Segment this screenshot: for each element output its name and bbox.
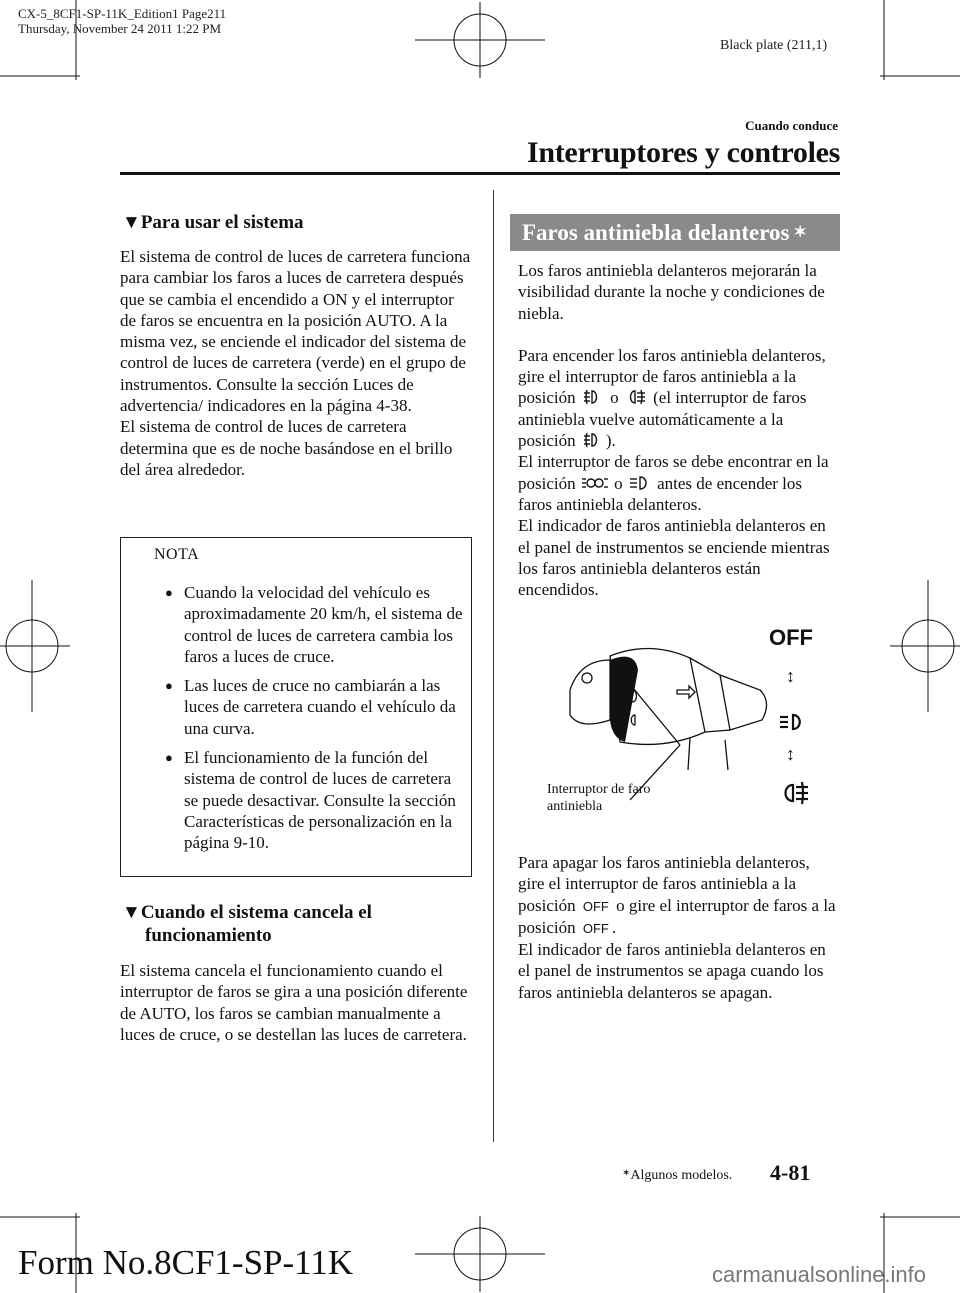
list-item: ● Las luces de cruce no cambiarán a las luces de carretera cuando el vehículo da una curva. (165, 676, 456, 738)
up-down-arrow-icon: ↕ (786, 666, 795, 686)
note-title: NOTA (154, 546, 200, 563)
watermark: carmanualsonline.info (712, 1262, 927, 1287)
triangle-marker-icon: ▼ (122, 212, 141, 233)
right-paragraphs (518, 260, 840, 600)
left-paragraphs (120, 246, 472, 480)
star-marker-icon: ✶ (622, 1168, 631, 1179)
paragraph: El sistema de control de luces de carretera funciona para cambiar los faros a luces de carretera después que se cambia el encendido a ON y el interruptor de faros se encuentra en la posición AUTO. A la misma vez, se enciende el indicador del sistema de control de luces de carretera (verde) en el grupo de instrumentos. Consulte la sección Luces de advertencia/ indicadores en la página 4-38. (120, 247, 471, 416)
star-marker-icon: ✶ (793, 224, 807, 241)
paragraph: Para encender los faros antiniebla delanteros, gire el interruptor de faros antiniebla a la posición o (el interruptor de faros antiniebla vuelve automáticamente a la posición ). (518, 345, 826, 451)
list-item: ● El funcionamiento de la función del sistema de control de luces de carretera se puede desactivar. Consulte la sección Características de personalización en la página 9-10. (165, 748, 456, 853)
column-divider (493, 190, 494, 1142)
up-down-arrow-icon: ↕ (786, 744, 795, 764)
page-number: 4-81 (770, 1160, 811, 1185)
heading-cancela: ▼Cuando el sistema cancela el funcionamiento (122, 902, 372, 946)
paragraph: Para apagar los faros antiniebla delanteros, gire el interruptor de faros antiniebla a la posición OFF o gire el interruptor de faros a la posición OFF . (518, 852, 840, 939)
list-item: ● Cuando la velocidad del vehículo es aproximadamente 20 km/h, el sistema de control de luces de carretera cambia los faros a luces de cruce. (165, 583, 463, 666)
paragraph: El sistema de control de luces de carretera determina que es de noche basándose en el brillo del área alrededor. (120, 417, 453, 479)
footnote: ✶Algunos modelos. (622, 1168, 733, 1183)
paragraph: El interruptor de faros se debe encontrar en la posición o antes de encender los faros antiniebla delanteros. (518, 452, 829, 514)
paragraph: El sistema cancela el funcionamiento cuando el interruptor de faros se gira a una posición diferente de AUTO, los faros se cambian manualmente a luces de cruce, o se destellan las luces de carretera. (120, 961, 468, 1044)
form-number: Form No.8CF1-SP-11K (18, 1243, 354, 1282)
right-paragraphs-2 (518, 852, 840, 1003)
front-fog-icon (580, 431, 606, 449)
header-rule (120, 172, 840, 175)
front-fog-icon (580, 388, 606, 406)
paragraph: El indicador de faros antiniebla delanteros en el panel de instrumentos se enciende mientras los faros antiniebla delanteros están encendidos. (518, 516, 830, 600)
print-meta (18, 6, 226, 36)
parking-lights-icon (580, 474, 610, 492)
paragraph: Los faros antiniebla delanteros mejorarán la visibilidad durante la noche y condiciones de niebla. (518, 261, 825, 323)
plate-label: Black plate (211,1) (720, 38, 828, 53)
page-title: Interruptores y controles (526, 136, 840, 169)
note-list (158, 582, 464, 862)
section-banner: Faros antiniebla delanteros ✶ (510, 214, 840, 251)
paragraph: El indicador de faros antiniebla delanteros en el panel de instrumentos se apaga cuando los faros antiniebla delanteros se apagan. (518, 940, 826, 1002)
print-meta-date: Thursday, November 24 2011 1:22 PM (18, 21, 222, 36)
bullet-icon: ● (165, 678, 173, 694)
triangle-marker-icon: ▼ (122, 902, 141, 923)
headlight-icon (627, 474, 653, 492)
off-position-icon: OFF (582, 920, 609, 936)
heading-para-usar: ▼Para usar el sistema (122, 212, 304, 233)
figure-caption: Interruptor de faro antiniebla (547, 782, 651, 814)
section-label: Cuando conduce (745, 118, 838, 133)
off-position-icon: OFF (582, 898, 609, 914)
fig-off-label: OFF (769, 625, 813, 650)
bullet-icon: ● (165, 750, 173, 766)
bullet-icon: ● (165, 585, 173, 600)
print-meta-file: CX-5_8CF1-SP-11K_Edition1 Page211 (18, 6, 227, 21)
rear-fog-icon (623, 388, 649, 406)
